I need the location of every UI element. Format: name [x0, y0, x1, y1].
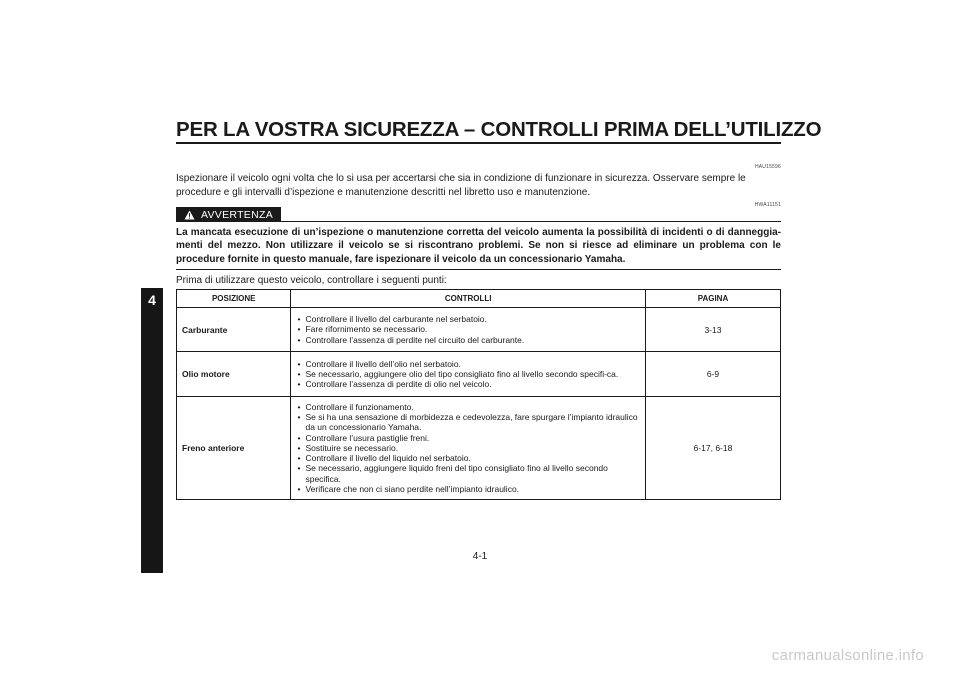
table-header-row — [177, 290, 781, 308]
intro-paragraph: Ispezionare il veicolo ogni volta che lo si usa per accertarsi che sia in condizione di funzionare in sicurezza. Osservare sempre le procedure e gli intervalli d’ispezione e manutenzione descritti nel libretto uso e manutenzione. — [176, 173, 746, 198]
header-position: POSIZIONE — [177, 290, 291, 308]
pre-table-text: Prima di utilizzare questo veicolo, controllare i seguenti punti: — [176, 275, 447, 286]
check-item: • Se si ha una sensazione di morbidezza e cedevolezza, fare spurgare l’impianto idraulico da un concessionario Yamaha. — [297, 412, 640, 433]
row-position: Carburante — [177, 308, 291, 352]
watermark: carmanualsonline.info — [771, 647, 924, 664]
check-item: • Fare rifornimento se necessario. — [297, 324, 640, 334]
header-page: PAGINA — [645, 290, 780, 308]
chapter-tab: 4 — [141, 288, 163, 573]
title-rule — [176, 142, 781, 144]
check-item: • Se necessario, aggiungere liquido freni del tipo consigliato fino al livello secondo specifica. — [297, 463, 640, 484]
check-item: • Controllare l’assenza di perdite nel circuito del carburante. — [297, 335, 640, 345]
row-checks — [291, 397, 645, 500]
row-page: 3-13 — [645, 308, 780, 352]
table-row — [177, 352, 781, 397]
check-item: • Sostituire se necessario. — [297, 443, 640, 453]
row-checks — [291, 352, 645, 397]
warning-rule — [281, 221, 781, 222]
warning-triangle-icon — [184, 210, 195, 220]
header-checks: CONTROLLI — [291, 290, 645, 308]
page-number: 4-1 — [472, 551, 488, 562]
check-item: • Controllare il livello dell’olio nel serbatoio. — [297, 359, 640, 369]
row-position: Freno anteriore — [177, 397, 291, 500]
check-item: • Controllare l’usura pastiglie freni. — [297, 433, 640, 443]
check-item: • Controllare il livello del carburante nel serbatoio. — [297, 314, 640, 324]
pre-ride-checks-table — [176, 289, 781, 500]
table-row — [177, 397, 781, 500]
table-row — [177, 308, 781, 352]
row-page: 6-9 — [645, 352, 780, 397]
intro-reference-code: HAU15596 — [754, 164, 781, 170]
check-item: • Controllare l’assenza di perdite di olio nel veicolo. — [297, 379, 640, 389]
warning-reference-code: HWA11151 — [754, 202, 781, 208]
warning-label: AVVERTENZA — [200, 208, 274, 221]
warning-bottom-rule — [176, 269, 781, 270]
check-item: • Controllare il funzionamento. — [297, 402, 640, 412]
row-checks — [291, 308, 645, 352]
row-page: 6-17, 6-18 — [645, 397, 780, 500]
row-position: Olio motore — [177, 352, 291, 397]
warning-badge — [176, 207, 281, 222]
check-item: • Controllare il livello del liquido nel serbatoio. — [297, 453, 640, 463]
check-item: • Se necessario, aggiungere olio del tipo consigliato fino al livello secondo specifi-ca. — [297, 369, 640, 379]
check-item: • Verificare che non ci siano perdite nell’impianto idraulico. — [297, 484, 640, 494]
page-title: PER LA VOSTRA SICUREZZA – CONTROLLI PRIMA DELL’UTILIZZO — [176, 118, 822, 141]
warning-text: La mancata esecuzione di un’ispezione o manutenzione corretta del veicolo aumenta la possibilità di incidenti o di danneggia-menti del mezzo. Non utilizzare il veicolo se si riscontrano problemi. Se non si riesce ad eliminare un problema con le procedure fornite in questo manuale, fare ispezionare il veicolo da un concessionario Yamaha. — [176, 227, 781, 265]
